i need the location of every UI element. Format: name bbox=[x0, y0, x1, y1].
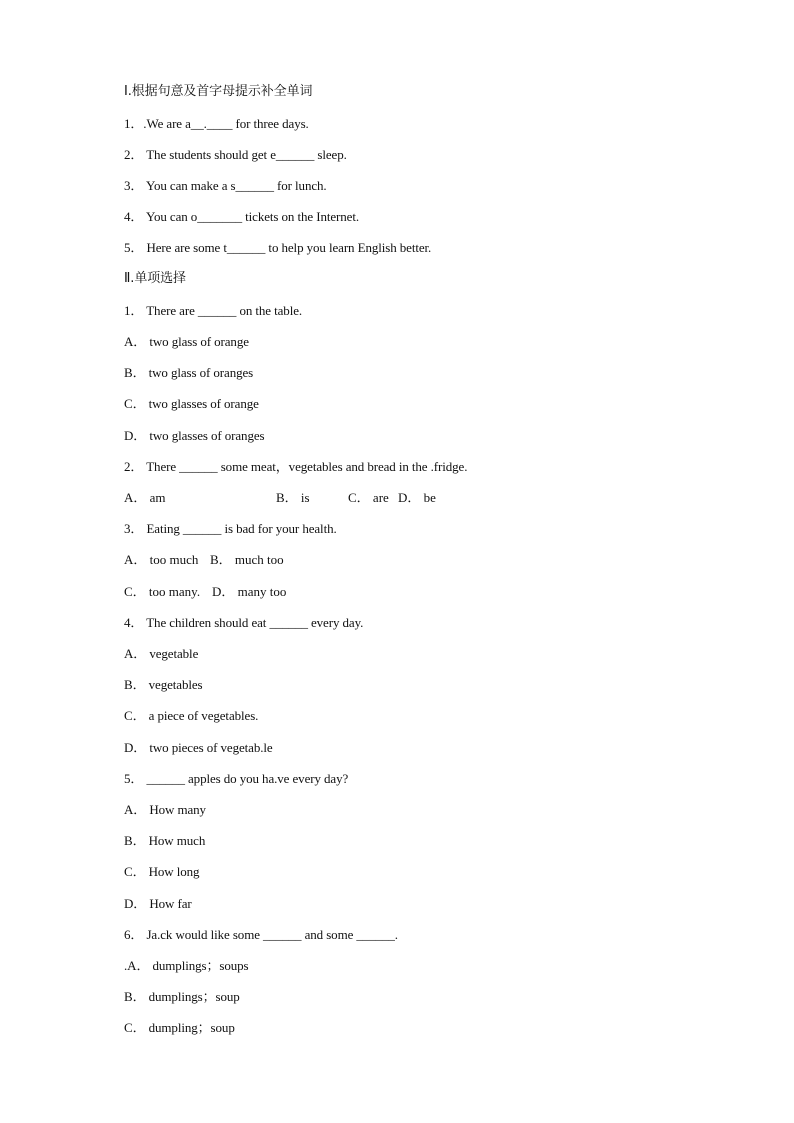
question-1-option-c: C． two glasses of orange bbox=[124, 396, 259, 411]
question-5-option-c: C． How long bbox=[124, 864, 200, 879]
fill-item-5: 5． Here are some t______ to help you learn English better. bbox=[124, 240, 432, 255]
section1-title: Ⅰ.根据句意及首字母提示补全单词 bbox=[124, 84, 313, 99]
question-6-stem: 6． Ja.ck would like some ______ and some ______. bbox=[124, 927, 398, 942]
question-6-option-a: .A． dumplings；soups bbox=[124, 958, 249, 973]
question-5-option-b: B． How much bbox=[124, 833, 206, 848]
section2-title: Ⅱ.单项选择 bbox=[124, 271, 186, 286]
question-6-option-c: C． dumpling；soup bbox=[124, 1020, 235, 1035]
question-1-option-b: B． two glass of oranges bbox=[124, 365, 254, 380]
fill-item-4: 4． You can o_______ tickets on the Internet. bbox=[124, 209, 359, 224]
question-4-option-b: B． vegetables bbox=[124, 677, 203, 692]
question-1-option-a: A． two glass of orange bbox=[124, 334, 249, 349]
question-5-option-a: A． How many bbox=[124, 802, 206, 817]
question-4-stem: 4． The children should eat ______ every day. bbox=[124, 615, 364, 630]
question-4-option-a: A． vegetable bbox=[124, 646, 199, 661]
question-2-option-c: C． are bbox=[348, 490, 389, 505]
question-6-option-b: B． dumplings；soup bbox=[124, 989, 240, 1004]
question-2-stem: 2． There ______ some meat，vegetables and bread in the .fridge. bbox=[124, 459, 468, 474]
question-5-stem: 5． ______ apples do you ha.ve every day? bbox=[124, 771, 349, 786]
question-3-option-c: C． too many. bbox=[124, 584, 201, 599]
question-2-option-d: D． be bbox=[398, 490, 436, 505]
question-2-option-a: A． am bbox=[124, 490, 166, 505]
question-3-option-b: B． much too bbox=[210, 552, 284, 567]
question-1-option-d: D． two glasses of oranges bbox=[124, 428, 265, 443]
fill-item-3: 3． You can make a s______ for lunch. bbox=[124, 178, 327, 193]
question-4-option-c: C． a piece of vegetables. bbox=[124, 708, 259, 723]
question-3-stem: 3． Eating ______ is bad for your health. bbox=[124, 521, 337, 536]
question-1-stem: 1． There are ______ on the table. bbox=[124, 303, 303, 318]
question-4-option-d: D． two pieces of vegetab.le bbox=[124, 740, 273, 755]
fill-item-1: 1．.We are a__.____ for three days. bbox=[124, 116, 309, 131]
question-2-option-b: B． is bbox=[276, 490, 310, 505]
question-3-option-a: A． too much bbox=[124, 552, 199, 567]
fill-item-2: 2． The students should get e______ sleep. bbox=[124, 147, 347, 162]
question-3-option-d: D． many too bbox=[212, 584, 287, 599]
question-5-option-d: D． How far bbox=[124, 896, 192, 911]
